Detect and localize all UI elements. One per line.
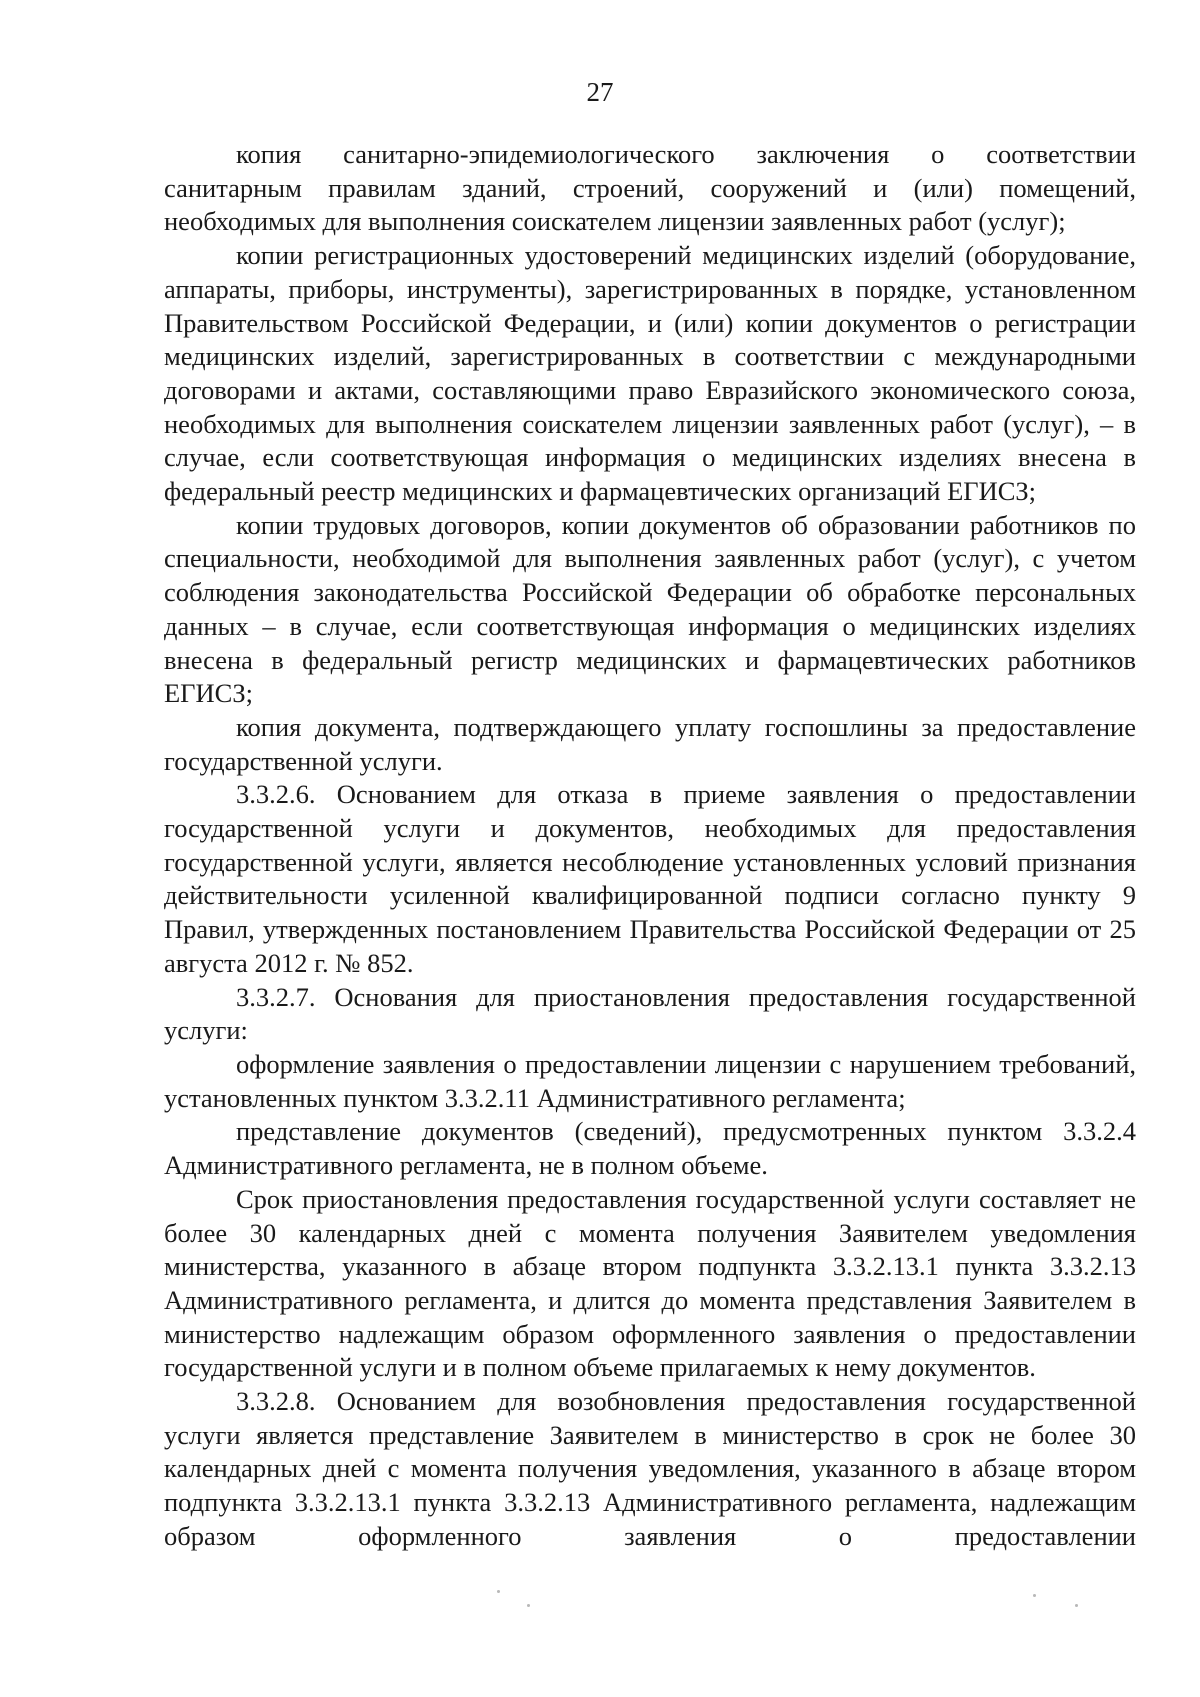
paragraph: представление документов (сведений), предусмотренных пунктом 3.3.2.4 Административного регламента, не в полном объеме.: [164, 1116, 1136, 1181]
paragraph: 3.3.2.7. Основания для приостановления предоставления государственной услуги:: [164, 981, 1136, 1046]
scan-speck: [1033, 1594, 1036, 1597]
paragraph: копия документа, подтверждающего уплату госпошлины за предоставление государственной услуги.: [164, 711, 1136, 776]
paragraph: 3.3.2.6. Основанием для отказа в приеме заявления о предоставлении государственной услуги и документов, необходимых для предоставления государственной услуги, является несоблюдение установленных условий признания действительности усиленной квалифицированной подписи согласно пункту 9 Правил, утвержденных постановлением Правительства Российской Федерации от 25 августа 2012 г. № 852.: [164, 779, 1136, 978]
page-number: 27: [586, 77, 614, 107]
paragraph: копии трудовых договоров, копии документов об образовании работников по специальности, необходимой для выполнения заявленных работ (услуг), с учетом соблюдения законодательства Российской Федерации об обработке персональных данных – в случае, если соответствующая информация о медицинских изделиях внесена в федеральный регистр медицинских и фармацевтических работников ЕГИСЗ;: [164, 509, 1136, 709]
paragraph: Срок приостановления предоставления государственной услуги составляет не более 30 календарных дней с момента получения Заявителем уведомления министерства, указанного в абзаце втором подпункта 3.3.2.13.1 пункта 3.3.2.13 Административного регламента, и длится до момента представления Заявителем в министерство надлежащим образом оформленного заявления о предоставлении государственной услуги и в полном объеме прилагаемых к нему документов.: [164, 1183, 1136, 1383]
paragraph: 3.3.2.8. Основанием для возобновления предоставления государственной услуги является представление Заявителем в министерство в срок не более 30 календарных дней с момента получения уведомления, указанного в абзаце втором подпункта 3.3.2.13.1 пункта 3.3.2.13 Административного регламента, надлежащим образом оформленного заявления о предоставлении: [164, 1386, 1136, 1551]
body-text: [164, 138, 1136, 1554]
paragraph: копия санитарно-эпидемиологического заключения о соответствии санитарным правилам зданий, строений, сооружений и (или) помещений, необходимых для выполнения соискателем лицензии заявленных работ (услуг);: [164, 139, 1136, 237]
scan-speck: [497, 1590, 500, 1593]
paragraph: копии регистрационных удостоверений медицинских изделий (оборудование, аппараты, приборы, инструменты), зарегистрированных в порядке, установленном Правительством Российской Федерации, и (или) копии документов о регистрации медицинских изделий, зарегистрированных в соответствии с международными договорами и актами, составляющими право Евразийского экономического союза, необходимых для выполнения соискателем лицензии заявленных работ (услуг), – в случае, если соответствующая информация о медицинских изделиях внесена в федеральный реестр медицинских и фармацевтических организаций ЕГИСЗ;: [164, 240, 1136, 507]
paragraph: оформление заявления о предоставлении лицензии с нарушением требований, установленных пунктом 3.3.2.11 Административного регламента;: [164, 1048, 1136, 1113]
scan-speck: [527, 1604, 530, 1607]
scan-speck: [1075, 1604, 1078, 1607]
